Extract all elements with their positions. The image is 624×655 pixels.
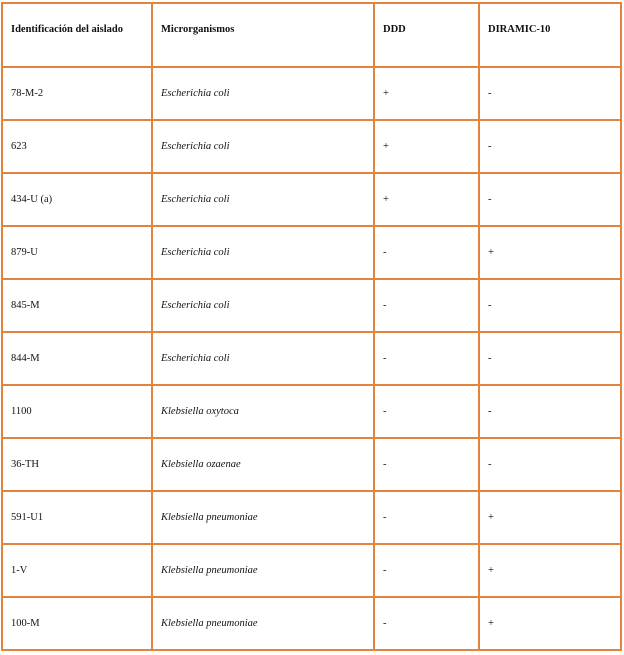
results-table	[1, 2, 622, 651]
isolate-id-cell: 845-M	[2, 279, 152, 332]
microorganism-cell: Escherichia coli	[152, 173, 374, 226]
table-row	[2, 438, 621, 491]
ddd-cell: +	[374, 67, 479, 120]
isolate-id-cell: 36-TH	[2, 438, 152, 491]
isolate-id-cell: 844-M	[2, 332, 152, 385]
ddd-cell: -	[374, 544, 479, 597]
diramic-cell: -	[479, 279, 621, 332]
isolate-id-cell: 100-M	[2, 597, 152, 650]
diramic-cell: -	[479, 120, 621, 173]
microorganism-cell: Escherichia coli	[152, 67, 374, 120]
table-row	[2, 226, 621, 279]
microorganism-cell: Klebsiella oxytoca	[152, 385, 374, 438]
ddd-cell: -	[374, 491, 479, 544]
isolate-id-cell: 78-M-2	[2, 67, 152, 120]
diramic-cell: -	[479, 385, 621, 438]
table-row	[2, 385, 621, 438]
diramic-cell: -	[479, 67, 621, 120]
diramic-cell: -	[479, 173, 621, 226]
microorganism-cell: Klebsiella pneumoniae	[152, 544, 374, 597]
ddd-cell: -	[374, 332, 479, 385]
microorganism-cell: Klebsiella pneumoniae	[152, 491, 374, 544]
microorganism-cell: Escherichia coli	[152, 226, 374, 279]
table-row	[2, 544, 621, 597]
table-row	[2, 67, 621, 120]
diramic-cell: -	[479, 332, 621, 385]
table-row	[2, 491, 621, 544]
ddd-cell: -	[374, 279, 479, 332]
microorganism-cell: Klebsiella pneumoniae	[152, 597, 374, 650]
diramic-cell: +	[479, 226, 621, 279]
microorganism-cell: Escherichia coli	[152, 332, 374, 385]
ddd-cell: +	[374, 120, 479, 173]
diramic-cell: +	[479, 491, 621, 544]
microorganism-cell: Escherichia coli	[152, 279, 374, 332]
table-row	[2, 279, 621, 332]
ddd-cell: -	[374, 226, 479, 279]
table-row	[2, 597, 621, 650]
microorganism-cell: Escherichia coli	[152, 120, 374, 173]
ddd-cell: -	[374, 438, 479, 491]
isolate-id-cell: 1100	[2, 385, 152, 438]
isolate-id-cell: 623	[2, 120, 152, 173]
isolate-id-cell: 434-U (a)	[2, 173, 152, 226]
diramic-cell: -	[479, 438, 621, 491]
isolate-id-cell: 879-U	[2, 226, 152, 279]
diramic-cell: +	[479, 544, 621, 597]
header-isolate-id: Identificación del aislado	[2, 3, 152, 67]
ddd-cell: +	[374, 173, 479, 226]
ddd-cell: -	[374, 597, 479, 650]
ddd-cell: -	[374, 385, 479, 438]
header-ddd: DDD	[374, 3, 479, 67]
microorganism-cell: Klebsiella ozaenae	[152, 438, 374, 491]
isolate-id-cell: 1-V	[2, 544, 152, 597]
table-row	[2, 332, 621, 385]
header-diramic: DIRAMIC-10	[479, 3, 621, 67]
table-row	[2, 173, 621, 226]
header-row	[2, 3, 621, 67]
header-microorganism: Microrganismos	[152, 3, 374, 67]
isolate-id-cell: 591-U1	[2, 491, 152, 544]
diramic-cell: +	[479, 597, 621, 650]
table-row	[2, 120, 621, 173]
